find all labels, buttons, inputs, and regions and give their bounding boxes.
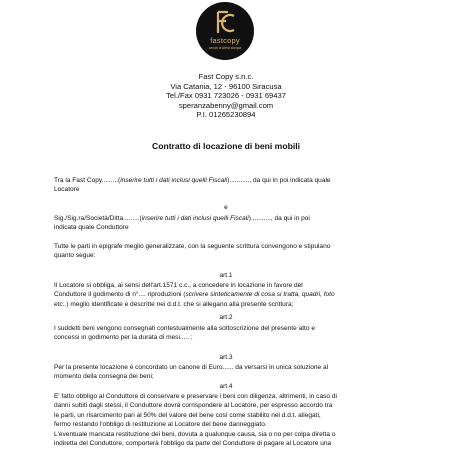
logo-tagline: servizi di libera stampa: [208, 46, 242, 50]
art3-paragraph: [54, 363, 404, 382]
text-span: )..........., da qui in poi indicata quale: [227, 177, 331, 184]
fc-monogram-icon: [196, 2, 254, 60]
text-line: Il Locatore si obbliga, ai sensi dell'art.1571 c.c., a concedere in locazione in favore del: [54, 282, 303, 289]
art2-paragraph: [54, 324, 404, 343]
parties-and: e: [224, 204, 228, 211]
art4-paragraph: [54, 392, 404, 448]
company-email: speranzabenny@gmail.com: [178, 100, 274, 110]
contract-title: Contratto di locazione di beni mobili: [151, 141, 300, 151]
text-line: le parti, un risarcimento pari al 50% del valore del bene così come stabilito nei d.d.t. allegati,: [54, 411, 321, 419]
company-address: Via Catania, 12 - 96100 Siracusa: [170, 81, 282, 91]
company-name: Fast Copy s.n.c.: [198, 72, 254, 81]
text-line: indicata quale Conduttore: [54, 224, 129, 232]
text-line: momento della consegna dei beni;: [54, 373, 154, 381]
art1-heading: art.1: [219, 272, 233, 279]
italic-span: etc..: [54, 300, 67, 308]
text-span: )..........., da qui in poi: [248, 215, 310, 222]
text-span: Conduttore il godimento di n°.... riproduzioni (: [54, 291, 186, 299]
italic-span: inserire tutti i dati inclusi quelli Fiscali: [120, 177, 228, 184]
text-line: Locatore: [54, 186, 80, 194]
company-phone: Tel./Fax 0931 723026 - 0931 69437: [166, 91, 286, 101]
logo-brand-text: fastcopy: [210, 36, 240, 45]
art1-paragraph: [54, 281, 404, 309]
company-vat: P.I. 01265230894: [196, 110, 256, 120]
text-line: L'eventuale mancata restituzione dei beni, dovuta a qualunque causa, sia o no per colpa diretta o: [54, 430, 336, 438]
parties-locatore: [54, 176, 404, 195]
text-line: Tutte le parti in epigrafe meglio generalizzate, con la seguente scrittura convengono e stipulano: [54, 243, 331, 250]
text-line: danni subiti dagli stessi, il Conduttore dovrà corrispondere al Locatore, per espresso accordo tra: [54, 402, 333, 410]
fastcopy-logo: [196, 2, 254, 60]
text-line: E' fatto obbligo al Conduttore di conservare e preservare i beni con diligenza, altrimenti, in caso di: [54, 393, 337, 400]
text-line: fermo restando l'obbligo di restituzione al Locatore del bene danneggiato.: [54, 421, 267, 429]
text-span: ) meglio identificate e descritte nei d.d.t. che si allegano alla presente scrittura;: [66, 300, 294, 308]
intro-paragraph: [54, 242, 404, 261]
text-line: I suddetti beni vengono consegnati contestualmente alla sottoscrizione del presente atto e: [54, 325, 315, 332]
italic-span: scrivere sinteticamente di cosa si tratta, quadri, foto: [185, 291, 335, 299]
text-span: Tra la Fast Copy.........(: [54, 177, 121, 184]
text-line: concessi in godimento per la durata di mesi..... ;: [54, 334, 193, 342]
parties-conduttore: [54, 214, 404, 233]
company-header: [0, 72, 452, 120]
art3-heading: art.3: [219, 354, 233, 361]
text-span: Sig./Sig.ra/Società/Ditta.........(: [54, 215, 142, 222]
art4-heading: art.4: [219, 383, 233, 390]
text-line: quanto segue:: [54, 252, 96, 260]
text-line: indiretta del Conduttore, comporterà l'obbligo da parte del Conduttore di pagare al Locatore una: [54, 440, 332, 448]
italic-span: inserire tutti i dati inclusi quelli Fiscali: [141, 215, 249, 222]
text-line: Per la presente locazione è concordato un canone di Euro...... da versarsi in unica soluzione al: [54, 364, 329, 371]
art2-heading: art.2: [219, 314, 233, 321]
